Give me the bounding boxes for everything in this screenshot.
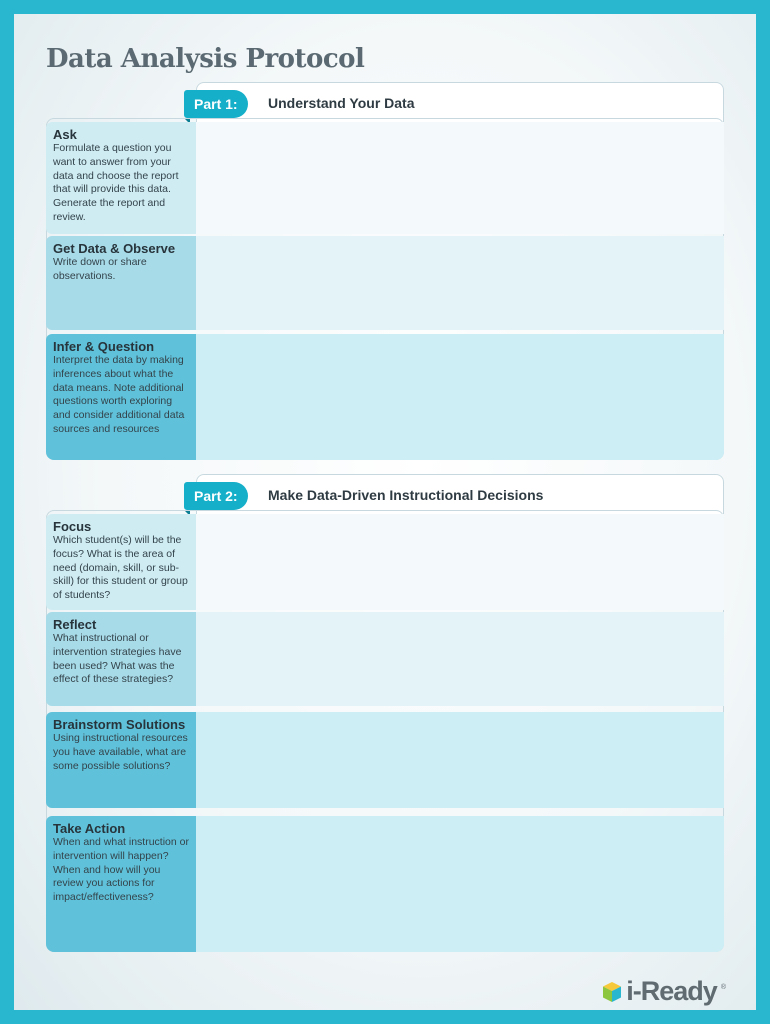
- row-label: [46, 514, 196, 610]
- row-ask: [46, 122, 724, 234]
- answer-box-focus[interactable]: [196, 514, 724, 610]
- part2-section: [46, 474, 724, 952]
- row-description: When and what instruction or intervention will happen? When and how will you review you actions for impact/effectiveness?: [53, 836, 189, 904]
- iready-logo: [602, 976, 726, 1007]
- row-heading: Take Action: [53, 821, 126, 836]
- row-heading: Infer & Question: [53, 339, 155, 354]
- row-infer: [46, 334, 724, 460]
- row-label: [46, 334, 196, 460]
- row-get-data: [46, 236, 724, 330]
- row-heading: Focus: [53, 519, 92, 534]
- row-brainstorm: [46, 712, 724, 808]
- row-description: Using instructional resources you have available, what are some possible solutions?: [53, 732, 188, 772]
- part1-label: Part 1:: [184, 90, 248, 118]
- row-heading: Brainstorm Solutions: [53, 717, 186, 732]
- row-description: Interpret the data by making inferences about what the data means. Note additional questions worth exploring and consider additional data sources and resources: [53, 354, 185, 435]
- row-heading: Ask: [53, 127, 77, 142]
- row-heading: Reflect: [53, 617, 97, 632]
- row-label: [46, 612, 196, 706]
- registered-mark: ®: [720, 984, 726, 991]
- row-reflect: [46, 612, 724, 706]
- part1-title: Understand Your Data: [268, 95, 415, 111]
- part1-section: [46, 82, 724, 460]
- answer-box-reflect[interactable]: [196, 612, 724, 706]
- row-label: [46, 712, 196, 808]
- page-title: Data Analysis Protocol: [46, 44, 365, 74]
- row-take-action: [46, 816, 724, 952]
- answer-box-infer[interactable]: [196, 334, 724, 460]
- row-label: [46, 816, 196, 952]
- part2-title: Make Data-Driven Instructional Decisions: [268, 487, 544, 503]
- row-description: What instructional or intervention strategies have been used? What was the effect of these strategies?: [53, 632, 182, 686]
- row-description: Which student(s) will be the focus? What is the area of need (domain, skill, or sub-skill) for this student or group of students?: [53, 534, 188, 602]
- answer-box-ask[interactable]: [196, 122, 724, 234]
- row-description: Write down or share observations.: [53, 256, 147, 282]
- row-description: Formulate a question you want to answer from your data and choose the report that will provide this data. Generate the report and review.: [53, 142, 179, 223]
- answer-box-brainstorm[interactable]: [196, 712, 724, 808]
- row-heading: Get Data & Observe: [53, 241, 176, 256]
- part2-label: Part 2:: [184, 482, 248, 510]
- logo-text: i-Ready: [626, 976, 717, 1006]
- answer-box-get-data[interactable]: [196, 236, 724, 330]
- row-label: [46, 122, 196, 234]
- row-label: [46, 236, 196, 330]
- answer-box-take-action[interactable]: [196, 816, 724, 952]
- cube-icon: [602, 981, 622, 1003]
- row-focus: [46, 514, 724, 610]
- worksheet-page: [14, 14, 756, 1010]
